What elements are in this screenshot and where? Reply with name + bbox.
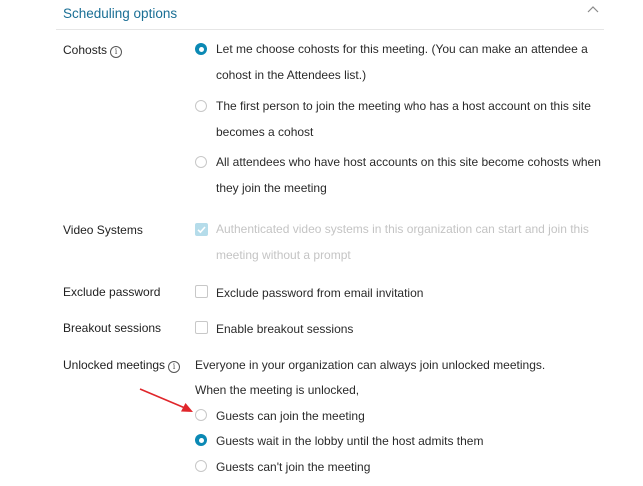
guests-cannot-join-radio[interactable] — [195, 460, 207, 472]
breakout-sessions-checkbox-label[interactable]: Enable breakout sessions — [216, 322, 354, 336]
cohosts-option-2-label[interactable]: The first person to join the meeting who has a host account on this site becomes a cohost — [216, 99, 591, 139]
cohosts-option-1-radio[interactable] — [195, 43, 207, 55]
info-icon[interactable]: i — [110, 46, 122, 58]
cohosts-option-3-label[interactable]: All attendees who have host accounts on this site become cohosts when they join the meeting — [216, 155, 601, 195]
video-systems-label: Video Systems — [63, 223, 143, 237]
exclude-password-checkbox-label[interactable]: Exclude password from email invitation — [216, 286, 424, 300]
cohosts-option-2-radio[interactable] — [195, 100, 207, 112]
video-systems-checkbox — [195, 223, 208, 236]
unlocked-meetings-prompt: When the meeting is unlocked, — [195, 383, 360, 397]
exclude-password-checkbox[interactable] — [195, 285, 208, 298]
cohosts-label-row — [63, 43, 122, 58]
section-title: Scheduling options — [63, 6, 178, 21]
unlocked-meetings-label-row — [63, 358, 180, 373]
checkmark-icon — [195, 223, 208, 236]
cohosts-label: Cohosts — [63, 43, 108, 57]
guests-cannot-join-label[interactable]: Guests can't join the meeting — [216, 460, 371, 474]
guests-join-label[interactable]: Guests can join the meeting — [216, 409, 365, 423]
exclude-password-label: Exclude password — [63, 285, 161, 299]
annotation-arrow-icon — [138, 387, 198, 415]
cohosts-option-1-label[interactable]: Let me choose cohosts for this meeting. (You can make an attendee a cohost in the Attendees list.) — [216, 42, 588, 82]
breakout-sessions-checkbox[interactable] — [195, 321, 208, 334]
guests-wait-lobby-label[interactable]: Guests wait in the lobby until the host admits them — [216, 434, 484, 448]
cohosts-option-3-radio[interactable] — [195, 156, 207, 168]
unlocked-meetings-note: Everyone in your organization can always join unlocked meetings. — [195, 358, 546, 372]
guests-wait-lobby-radio[interactable] — [195, 434, 207, 446]
breakout-sessions-label: Breakout sessions — [63, 321, 162, 335]
unlocked-meetings-label: Unlocked meetings — [63, 358, 166, 372]
info-icon[interactable]: i — [168, 361, 180, 373]
video-systems-checkbox-label: Authenticated video systems in this organization can start and join this meeting without a prompt — [216, 222, 589, 262]
section-divider — [56, 29, 604, 30]
chevron-up-icon[interactable] — [585, 2, 601, 14]
